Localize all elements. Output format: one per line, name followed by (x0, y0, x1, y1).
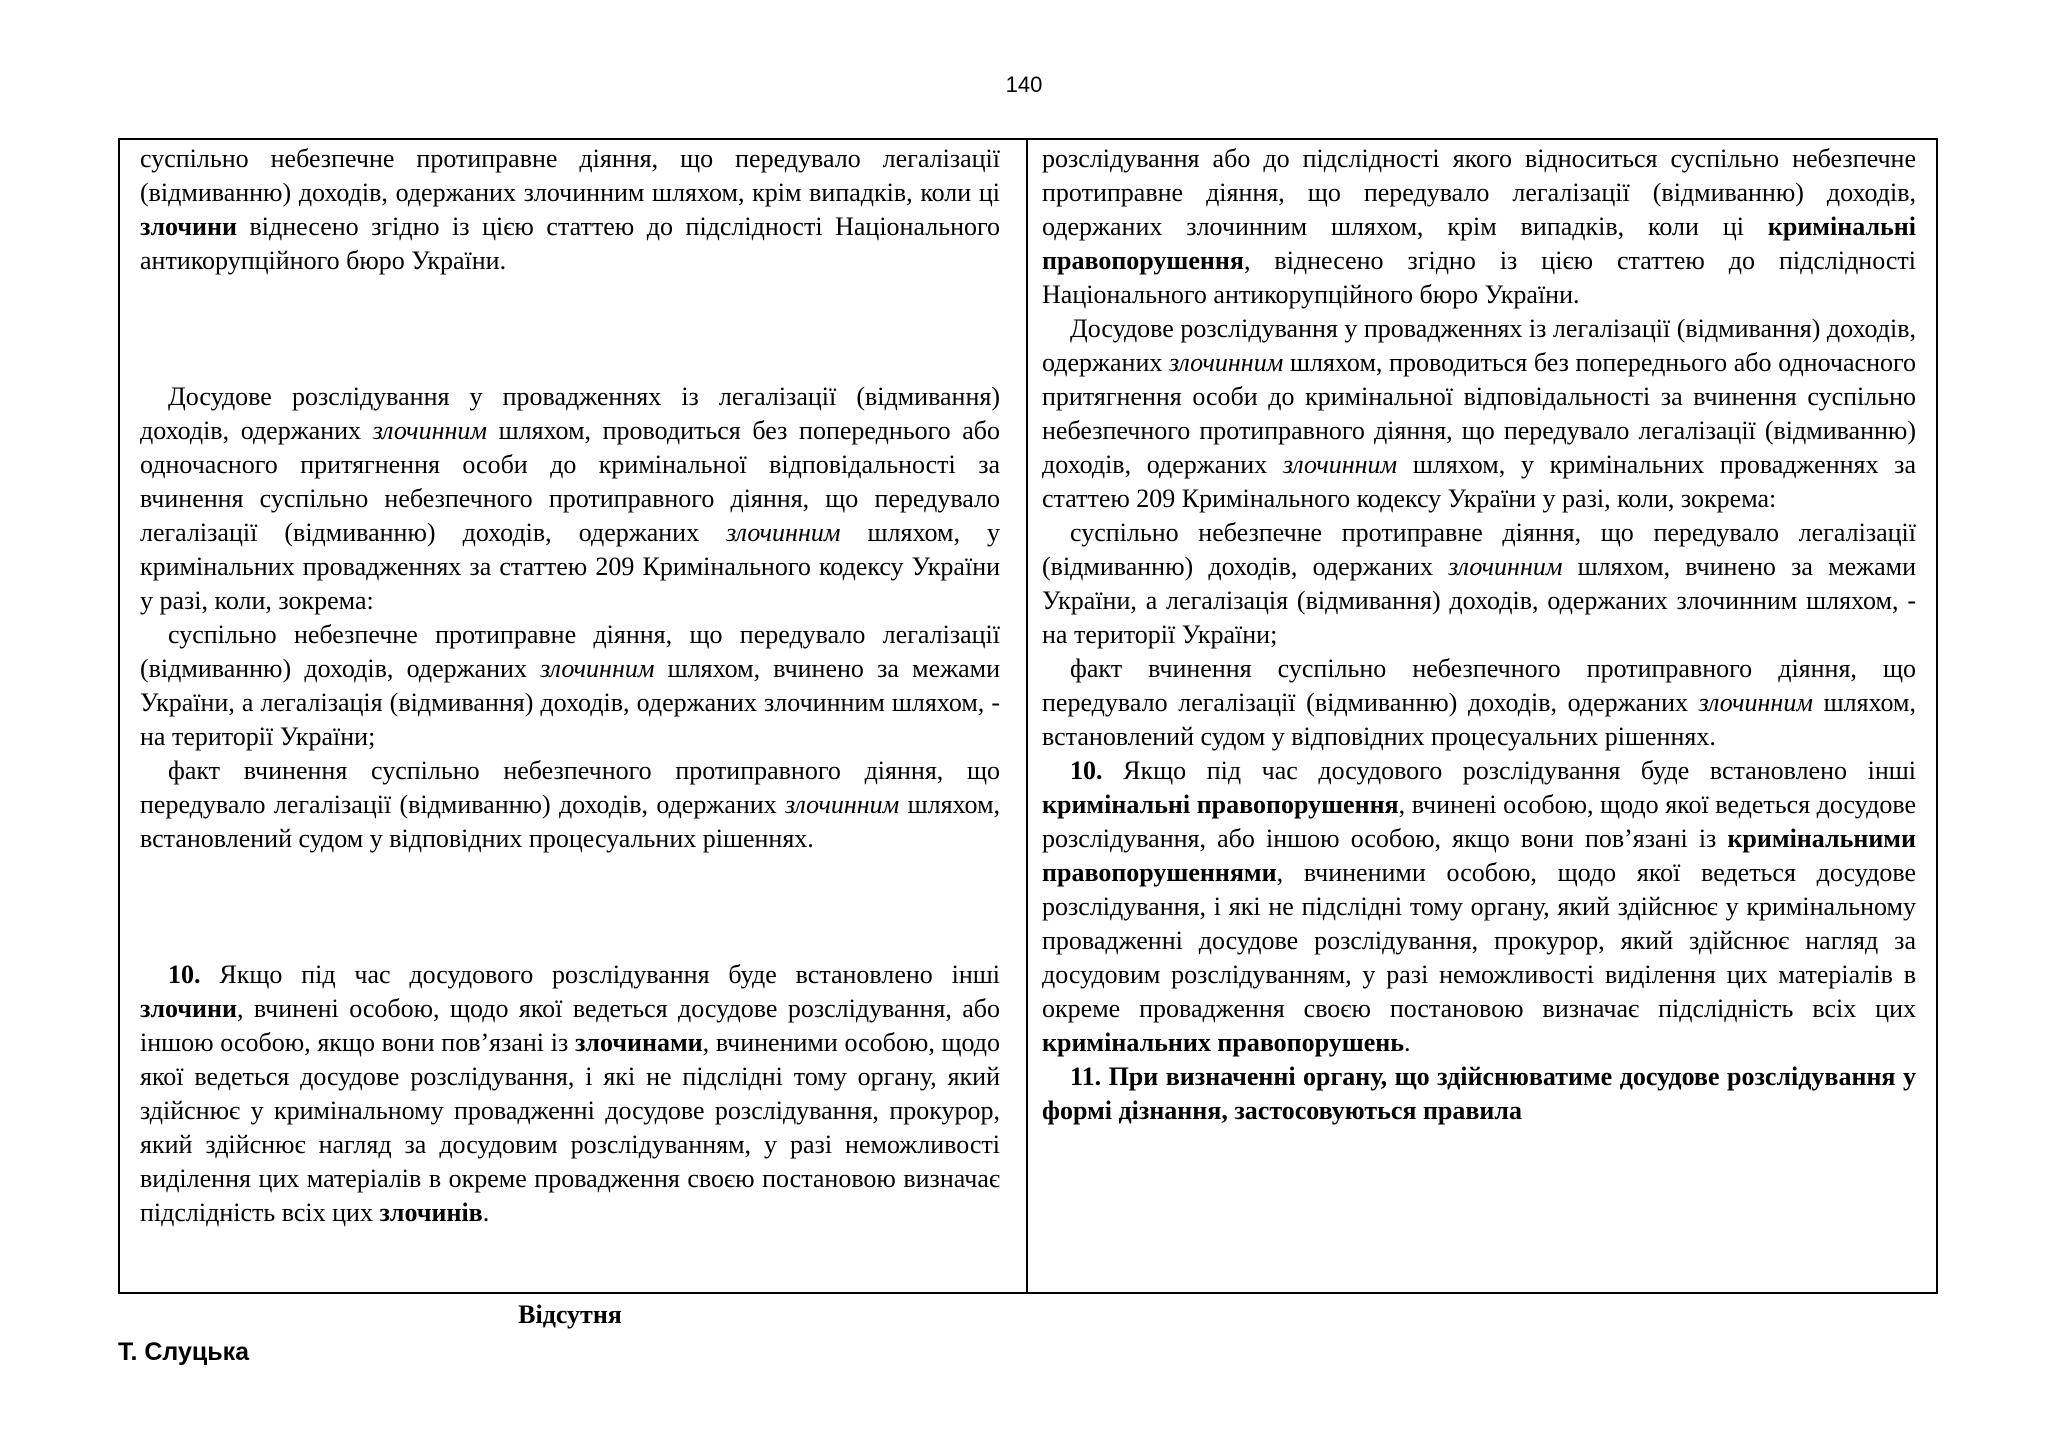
text-run: шляхом, вчинено за межами України, а легалізація (відмивання) доходів, одержаних злочинним шляхом, - на території України; (140, 654, 1001, 751)
item-number: 10. (1070, 756, 1103, 785)
left-paragraph-1 (140, 142, 1000, 278)
bold-run: кримінальних правопорушень (1042, 1028, 1404, 1057)
text-run: факт вчинення суспільно небезпечного протиправного діяння, що передувало легалізації (відмиванню) доходів, одержаних (1042, 654, 1916, 717)
italic-run: злочинним (372, 416, 487, 445)
absent-label: Відсутня (518, 1300, 622, 1329)
bold-run: злочини (140, 994, 237, 1023)
right-paragraph-4 (1042, 652, 1916, 754)
left-paragraph-2 (140, 380, 1000, 618)
bold-run: злочинами (574, 1028, 703, 1057)
bold-run: 11. При визначенні органу, що здійснюватиме досудове розслідування у формі дізнання, застосовуються правила (1042, 1062, 1916, 1125)
text-run: шляхом, проводиться без попереднього або одночасного притягнення особи до кримінальної відповідальності за вчинення суспільно небезпечного протиправного діяння, що передувало легалізації (відмиванню) доходів, одержаних (140, 416, 1001, 547)
item-number: 10. (168, 960, 201, 989)
text-run: Якщо під час досудового розслідування буде встановлено інші (200, 960, 1001, 989)
text-run: шляхом, встановлений судом у відповідних процесуальних рішеннях. (140, 790, 1001, 853)
italic-run: злочинним (1169, 348, 1284, 377)
bold-run: кримінальні правопорушення (1042, 212, 1916, 275)
italic-run: злочинним (1282, 450, 1398, 479)
bold-run: злочинів (379, 1198, 483, 1227)
signature-name: Т. Слуцька (118, 1338, 250, 1366)
text-run: , вчинені особою, щодо якої ведеться досудове розслідування, або іншою особою, якщо вони пов’язані із (140, 994, 1001, 1057)
page-number: 140 (1005, 72, 1043, 97)
left-paragraph-3 (140, 618, 1000, 754)
text-run: Якщо під час досудового розслідування буде встановлено інші (1102, 756, 1916, 785)
right-paragraph-1 (1042, 142, 1916, 312)
text-run: шляхом, у кримінальних провадженнях за статтею 209 Кримінального кодексу України у разі, коли, зокрема: (1042, 450, 1916, 513)
right-column-proposed-text (1028, 140, 1936, 1292)
text-run: суспільно небезпечне протиправне діяння, що передувало легалізації (відмиванню) доходів, одержаних злочинним шляхом, крім випадків, коли ці (140, 144, 1001, 207)
text-run: , вчиненими особою, щодо якої ведеться досудове розслідування, і які не підслідні тому органу, який здійснює у кримінальному провадженні досудове розслідування, прокурор, який здійснює нагляд за досудовим розслідуванням, у разі неможливості виділення цих матеріалів в окреме провадження своєю постановою визначає підслідність всіх цих (140, 1028, 1001, 1227)
text-run: , вчиненими особою, щодо якої ведеться досудове розслідування, і які не підслідні тому органу, який здійснює у кримінальному провадженні досудове розслідування, прокурор, який здійснює нагляд за досудовим розслідуванням, у разі неможливості виділення цих матеріалів в окреме провадження своєю постановою визначає підслідність всіх цих (1042, 858, 1916, 1023)
bold-run: злочини (140, 212, 237, 241)
italic-run: злочинним (1448, 552, 1563, 581)
right-paragraph-10 (1042, 754, 1916, 1060)
text-run: віднесено згідно із цією статтею до підслідності Національного антикорупційного бюро України. (140, 212, 1001, 275)
text-run: суспільно небезпечне протиправне діяння, що передувало легалізації (відмиванню) доходів, одержаних (1042, 518, 1916, 581)
italic-run: злочинним (540, 654, 655, 683)
text-run: , вчинені особою, щодо якої ведеться досудове розслідування, або іншою особою, якщо вони пов’язані із (1042, 790, 1917, 853)
text-run: Досудове розслідування у провадженнях із легалізації (відмивання) доходів, одержаних (140, 382, 1001, 445)
comparison-table (118, 138, 1938, 1329)
bold-run: кримінальні правопорушення (1042, 790, 1399, 819)
italic-run: злочинним (785, 790, 900, 819)
text-run: . (1404, 1028, 1411, 1057)
text-run: шляхом, встановлений судом у відповідних процесуальних рішеннях. (1042, 688, 1916, 751)
text-run: Досудове розслідування у провадженнях із легалізації (відмивання) доходів, одержаних (1042, 314, 1916, 377)
left-paragraph-4 (140, 754, 1000, 856)
text-run: факт вчинення суспільно небезпечного протиправного діяння, що передувало легалізації (відмиванню) доходів, одержаних (140, 756, 1001, 819)
left-paragraph-10 (140, 958, 1000, 1230)
bold-run: кримінальними правопорушеннями (1042, 824, 1916, 887)
italic-run: злочинним (1698, 688, 1813, 717)
text-run: суспільно небезпечне протиправне діяння, що передувало легалізації (відмиванню) доходів, одержаних (140, 620, 1001, 683)
left-column-current-text (120, 140, 1028, 1329)
text-run: . (482, 1198, 490, 1227)
right-paragraph-2 (1042, 312, 1916, 516)
text-run: шляхом, вчинено за межами України, а легалізація (відмивання) доходів, одержаних злочинним шляхом, - на території України; (1042, 552, 1916, 649)
text-run: шляхом, проводиться без попереднього або одночасного притягнення особи до кримінальної відповідальності за вчинення суспільно небезпечного протиправного діяння, що передувало легалізації (відмиванню) доходів, одержаних (1042, 348, 1916, 479)
right-paragraph-11 (1042, 1060, 1916, 1128)
text-run: , віднесено згідно із цією статтею до підслідності Національного антикорупційного бюро України. (1042, 246, 1916, 309)
right-paragraph-3 (1042, 516, 1916, 652)
text-run: розслідування або до підслідності якого відноситься суспільно небезпечне протиправне діяння, що передувало легалізації (відмиванню) доходів, одержаних злочинним шляхом, крім випадків, коли ці (1042, 144, 1916, 241)
italic-run: злочинним (726, 518, 841, 547)
text-run: шляхом, у кримінальних провадженнях за статтею 209 Кримінального кодексу України у разі, коли, зокрема: (140, 518, 1001, 615)
